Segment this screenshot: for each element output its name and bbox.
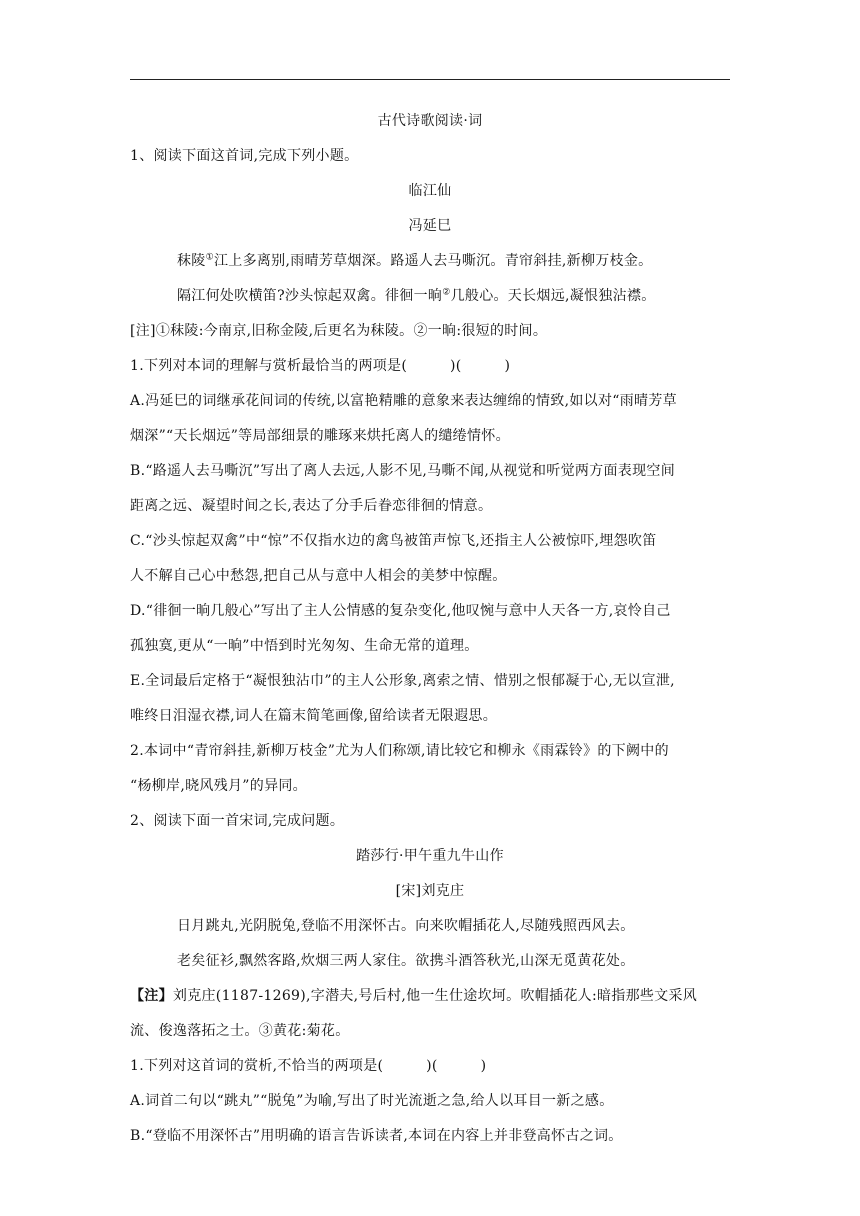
poem2-title: 踏莎行·甲午重九牛山作 — [356, 848, 504, 864]
s2-question-1: 1.下列对这首词的赏析,不恰当的两项是( )( ) — [130, 1058, 487, 1074]
poem1-line1 — [130, 244, 730, 279]
s1-option-e-line1: E.全词最后定格于“凝恨独沾巾”的主人公形象,离索之情、惜别之恨郁凝于心,无以宣泄, — [130, 673, 675, 689]
footnote-marker-2: ② — [442, 287, 451, 298]
poem1-author: 冯延巳 — [408, 218, 452, 234]
note-label: 【注】 — [130, 988, 173, 1004]
poem2-note-text: 刘克庄(1187-1269),字潜夫,号后村,他一生仕途坎坷。吹帽插花人:暗指那些文采风 — [172, 988, 698, 1004]
section2-intro: 2、阅读下面一首宋词,完成问题。 — [130, 813, 345, 829]
s1-question-2-line2: “杨柳岸,晓风残月”的异同。 — [130, 778, 307, 794]
poem1-title: 临江仙 — [408, 183, 452, 199]
poem2-note-line1 — [130, 979, 730, 1014]
poem1-line2-a: 隔江何处吹横笛?沙头惊起双禽。徘徊一晌 — [177, 288, 443, 304]
s1-option-a-line1: A.冯延巳的词继承花间词的传统,以富艳精雕的意象来表达缠绵的情致,如以对“雨晴芳草 — [130, 393, 677, 409]
s1-question-1: 1.下列对本词的理解与赏析最恰当的两项是( )( ) — [130, 358, 511, 374]
document-body — [130, 104, 730, 1154]
s1-question-2-line1: 2.本词中“青帘斜挂,新柳万枝金”尤为人们称颂,请比较它和柳永《雨霖铃》的下阙中的 — [130, 743, 669, 759]
s2-option-b: B.“登临不用深怀古”用明确的语言告诉读者,本词在内容上并非登高怀古之词。 — [130, 1128, 623, 1144]
s1-option-e-line2: 唯终日泪湿衣襟,词人在篇末简笔画像,留给读者无限遐思。 — [130, 708, 497, 724]
s1-option-d-line1: D.“徘徊一晌几般心”写出了主人公情感的复杂变化,他叹惋与意中人天各一方,哀怜自己 — [130, 603, 671, 619]
poem2-line2: 老矣征衫,飘然客路,炊烟三两人家住。欲携斗酒答秋光,山深无觅黄花处。 — [177, 953, 635, 969]
section1-intro: 1、阅读下面这首词,完成下列小题。 — [130, 148, 359, 164]
s1-option-c-line1: C.“沙头惊起双禽”中“惊”不仅指水边的禽鸟被笛声惊飞,还指主人公被惊吓,埋怨吹笛 — [130, 533, 657, 549]
s1-option-a-line2: 烟深”“天长烟远”等局部细景的雕琢来烘托离人的缱绻情怀。 — [130, 428, 510, 444]
poem2-note-line2: 流、俊逸落拓之士。③黄花:菊花。 — [130, 1023, 350, 1039]
s2-option-a: A.词首二句以“跳丸”“脱兔”为喻,写出了时光流逝之急,给人以耳目一新之感。 — [130, 1093, 614, 1109]
footnote-marker-1: ① — [205, 252, 214, 263]
poem2-line1: 日月跳丸,光阴脱兔,登临不用深怀古。向来吹帽插花人,尽随残照西风去。 — [177, 918, 635, 934]
poem1-line1-a: 秣陵 — [177, 253, 206, 269]
poem1-line2-b: 几般心。天长烟远,凝恨独沾襟。 — [450, 288, 656, 304]
poem1-note: [注]①秣陵:今南京,旧称金陵,后更名为秣陵。②一晌:很短的时间。 — [130, 323, 548, 339]
poem1-line1-b: 江上多离别,雨晴芳草烟深。路遥人去马嘶沉。青帘斜挂,新柳万枝金。 — [213, 253, 653, 269]
s1-option-d-line2: 孤独寞,更从“一晌”中悟到时光匆匆、生命无常的道理。 — [130, 638, 479, 654]
poem1-line2 — [130, 279, 730, 314]
s1-option-b-line1: B.“路遥人去马嘶沉”写出了离人去远,人影不见,马嘶不闻,从视觉和听觉两方面表现空间 — [130, 463, 676, 479]
s1-option-c-line2: 人不解自己心中愁怨,把自己从与意中人相会的美梦中惊醒。 — [130, 568, 507, 584]
page-title: 古代诗歌阅读·词 — [377, 113, 483, 129]
poem2-author: [宋]刘克庄 — [395, 883, 465, 899]
s1-option-b-line2: 距离之远、凝望时间之长,表达了分手后眷恋徘徊的情意。 — [130, 498, 493, 514]
header-rule — [130, 79, 730, 80]
